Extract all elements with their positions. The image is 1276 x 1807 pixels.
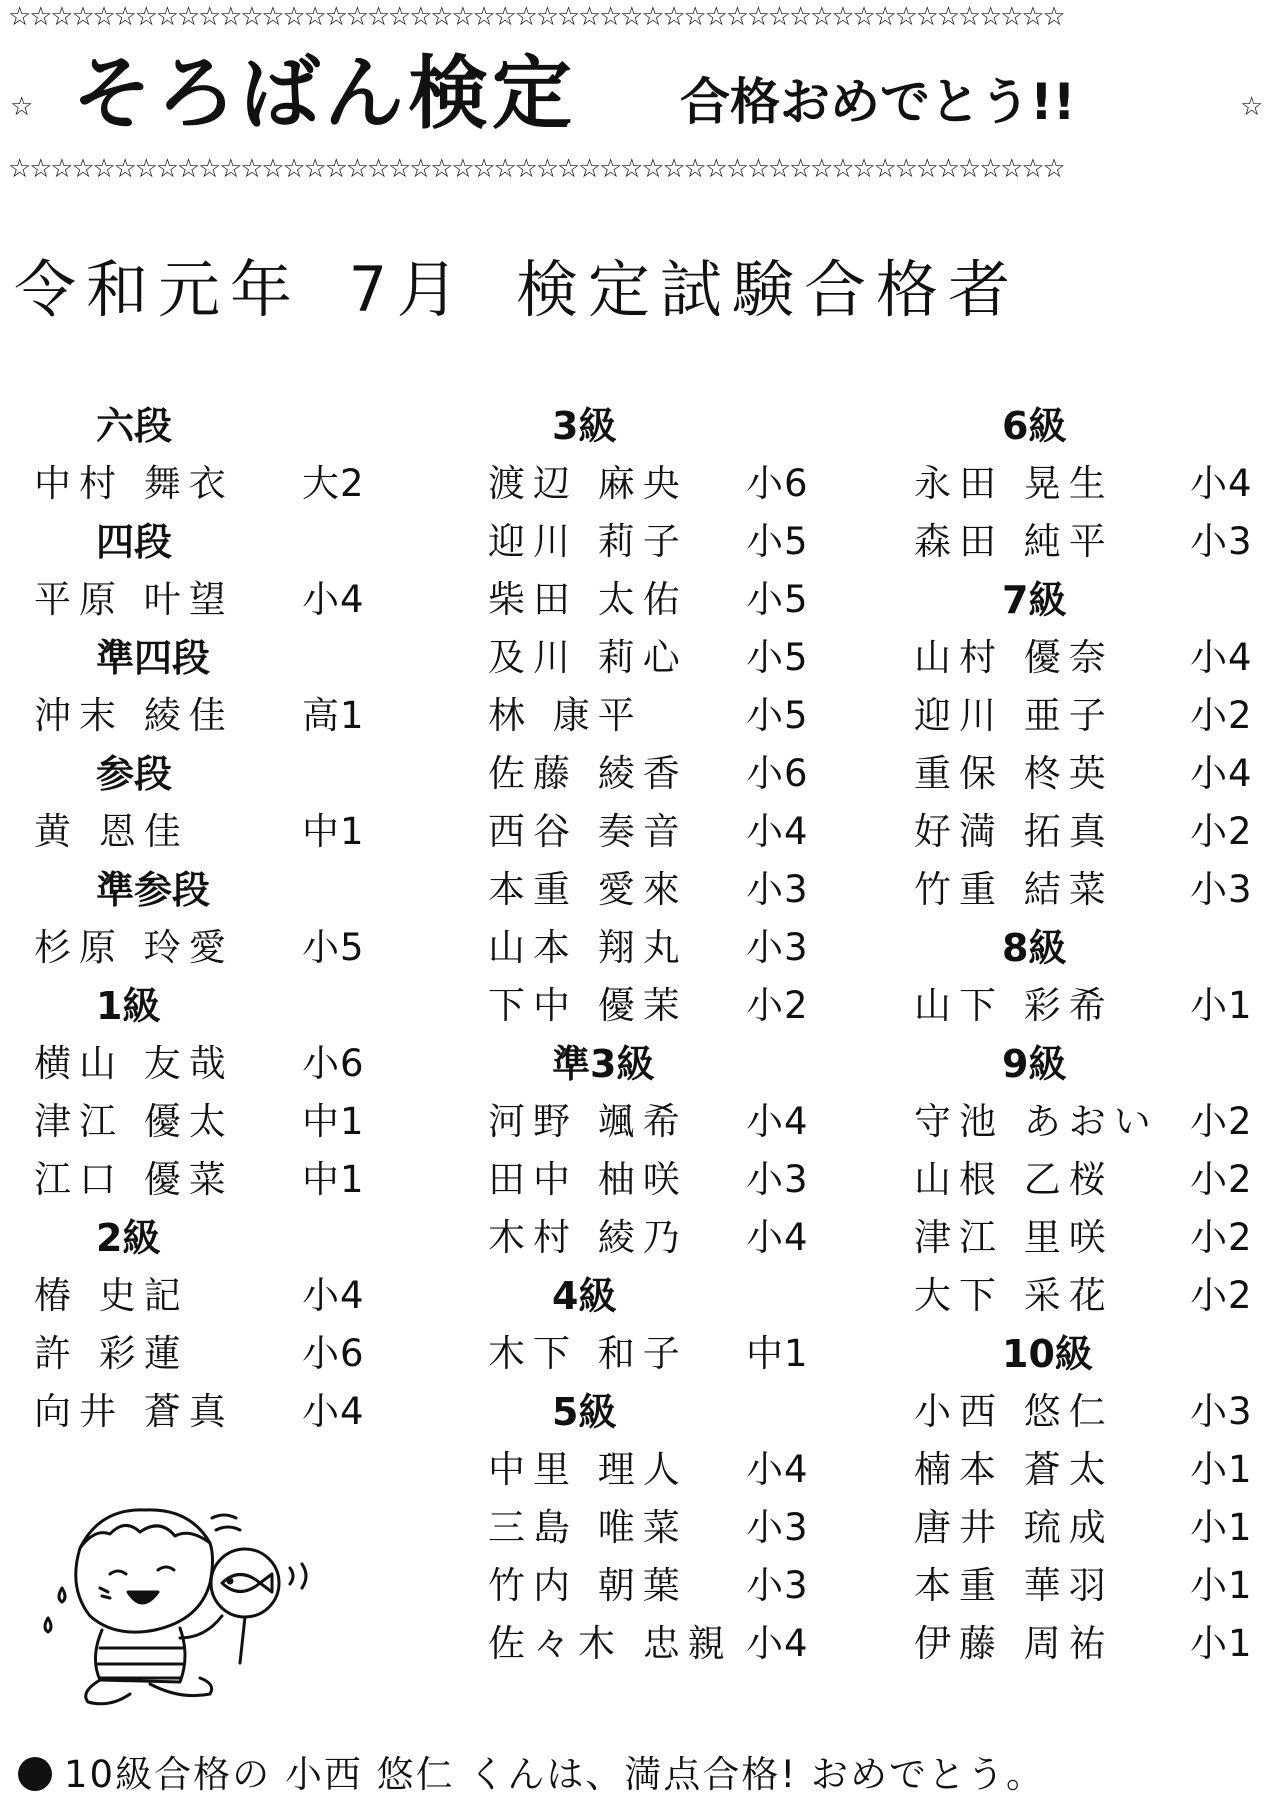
passer-name: 田中 柚咲: [488, 1158, 688, 1201]
passer-row: [488, 919, 818, 977]
passer-row: [488, 861, 818, 919]
passer-row: [488, 629, 818, 687]
passer-row: [914, 1093, 1264, 1151]
passer-name: 向井 蒼真: [34, 1390, 234, 1433]
page-heading: 令和元年 7月 検定試験合格者: [14, 253, 1020, 326]
side-star-left: ☆: [10, 92, 34, 122]
passer-name: 河野 颯希: [488, 1100, 688, 1143]
column-1: [34, 397, 374, 1441]
passer-name: 横山 友哉: [34, 1042, 234, 1085]
grade-heading: 1級: [96, 984, 161, 1028]
passer-row: [488, 1441, 818, 1499]
grade-heading: 参段: [96, 752, 173, 796]
grade-heading: 10級: [1002, 1332, 1093, 1376]
school-year: 小6: [746, 752, 809, 795]
passer-name: 本重 愛來: [488, 868, 688, 911]
passer-row: [488, 571, 818, 629]
passer-row: [914, 745, 1264, 803]
grade-heading: 8級: [1002, 926, 1067, 970]
passer-name: 竹重 結菜: [914, 868, 1114, 911]
passer-row: [914, 1209, 1264, 1267]
passer-row: [914, 1151, 1264, 1209]
grade-heading: 準参段: [96, 868, 211, 912]
passer-name: 中村 舞衣: [34, 462, 234, 505]
passer-name: 及川 莉心: [488, 636, 688, 679]
school-year: 小1: [1190, 1506, 1253, 1549]
passer-name: 津江 里咲: [914, 1216, 1114, 1259]
stars-bottom: ☆☆☆☆☆☆☆☆☆☆☆☆☆☆☆☆☆☆☆☆☆☆☆☆☆☆☆☆☆☆☆☆☆☆☆☆☆☆☆☆☆☆☆☆☆☆☆☆☆☆: [8, 154, 1064, 184]
passer-row: [914, 1383, 1264, 1441]
school-year: 小6: [302, 1332, 365, 1375]
school-year: 中1: [302, 1100, 365, 1143]
column-2: [488, 397, 818, 1673]
school-year: 小4: [1190, 752, 1253, 795]
passer-name: 下中 優茉: [488, 984, 688, 1027]
passer-name: 迎川 亜子: [914, 694, 1114, 737]
passer-name: 大下 采花: [914, 1274, 1114, 1317]
passer-row: [34, 571, 374, 629]
school-year: 小2: [746, 984, 809, 1027]
school-year: 中1: [302, 810, 365, 853]
passer-name: 佐藤 綾香: [488, 752, 688, 795]
passer-name: 本重 華羽: [914, 1564, 1114, 1607]
passer-name: 木下 和子: [488, 1332, 688, 1375]
passer-row: [914, 629, 1264, 687]
grade-heading: 2級: [96, 1216, 161, 1260]
grade-heading: 六段: [96, 404, 173, 448]
school-year: 小3: [746, 868, 809, 911]
passer-row: [488, 1557, 818, 1615]
school-year: 中1: [302, 1158, 365, 1201]
school-year: 小4: [746, 1448, 809, 1491]
passer-row: [914, 803, 1264, 861]
grade-heading: 5級: [552, 1390, 617, 1434]
bullet-icon: [18, 1757, 52, 1791]
passer-name: 中里 理人: [488, 1448, 688, 1491]
school-year: 小4: [746, 810, 809, 853]
school-year: 小5: [746, 636, 809, 679]
school-year: 小1: [1190, 1448, 1253, 1491]
passer-row: [914, 977, 1264, 1035]
passer-name: 許 彩蓮: [34, 1332, 189, 1375]
school-year: 小4: [1190, 636, 1253, 679]
passer-name: 沖末 綾佳: [34, 694, 234, 737]
passer-row: [34, 1093, 374, 1151]
school-year: 小2: [1190, 1100, 1253, 1143]
school-year: 小4: [746, 1216, 809, 1259]
school-year: 小5: [302, 926, 365, 969]
passer-row: [488, 1325, 818, 1383]
grade-heading: 6級: [1002, 404, 1067, 448]
passer-row: [914, 1267, 1264, 1325]
passer-row: [34, 687, 374, 745]
passer-name: 黄 恩佳: [34, 810, 189, 853]
school-year: 小3: [746, 1506, 809, 1549]
school-year: 小1: [1190, 1564, 1253, 1607]
passer-name: 守池 あおい: [914, 1100, 1159, 1143]
passer-row: [488, 1499, 818, 1557]
passer-row: [488, 1615, 818, 1673]
passer-row: [914, 1615, 1264, 1673]
passer-name: 唐井 琉成: [914, 1506, 1114, 1549]
grade-heading: 準四段: [96, 636, 211, 680]
passer-name: 永田 晃生: [914, 462, 1114, 505]
passer-row: [914, 861, 1264, 919]
school-year: 小3: [1190, 520, 1253, 563]
passer-name: 渡辺 麻央: [488, 462, 688, 505]
school-year: 高1: [302, 694, 365, 737]
passer-row: [914, 687, 1264, 745]
grade-heading: 四段: [96, 520, 173, 564]
passer-name: 椿 史記: [34, 1274, 189, 1317]
passer-name: 伊藤 周祐: [914, 1622, 1114, 1665]
passer-name: 三島 唯菜: [488, 1506, 688, 1549]
passer-row: [488, 513, 818, 571]
passer-row: [914, 1499, 1264, 1557]
school-year: 小4: [302, 578, 365, 621]
column-3: [914, 397, 1264, 1673]
passer-name: 山根 乙桜: [914, 1158, 1114, 1201]
school-year: 大2: [302, 462, 365, 505]
passer-name: 山下 彩希: [914, 984, 1114, 1027]
school-year: 小2: [1190, 810, 1253, 853]
school-year: 小2: [1190, 1274, 1253, 1317]
passer-name: 山本 翔丸: [488, 926, 688, 969]
child-with-fan-illustration: [40, 1488, 340, 1708]
grade-heading: 4級: [552, 1274, 617, 1318]
passer-name: 西谷 奏音: [488, 810, 688, 853]
grade-heading: 準3級: [552, 1042, 655, 1086]
passer-name: 佐々木 忠親: [488, 1622, 733, 1665]
passer-row: [488, 1151, 818, 1209]
school-year: 小1: [1190, 984, 1253, 1027]
school-year: 小3: [746, 926, 809, 969]
school-year: 小4: [746, 1100, 809, 1143]
passer-name: 森田 純平: [914, 520, 1114, 563]
school-year: 小6: [746, 462, 809, 505]
school-year: 小3: [746, 1564, 809, 1607]
passer-row: [488, 687, 818, 745]
passer-row: [34, 455, 374, 513]
passer-row: [34, 1325, 374, 1383]
school-year: 小4: [746, 1622, 809, 1665]
passer-name: 小西 悠仁: [914, 1390, 1114, 1433]
passer-row: [914, 1441, 1264, 1499]
school-year: 小4: [1190, 462, 1253, 505]
school-year: 小1: [1190, 1622, 1253, 1665]
banner-title: そろばん検定: [72, 47, 576, 140]
passer-name: 江口 優菜: [34, 1158, 234, 1201]
school-year: 小5: [746, 694, 809, 737]
passer-row: [488, 745, 818, 803]
passer-name: 木村 綾乃: [488, 1216, 688, 1259]
passer-name: 林 康平: [488, 694, 643, 737]
stars-top: ☆☆☆☆☆☆☆☆☆☆☆☆☆☆☆☆☆☆☆☆☆☆☆☆☆☆☆☆☆☆☆☆☆☆☆☆☆☆☆☆☆☆☆☆☆☆☆☆☆☆: [8, 2, 1064, 32]
passer-name: 好満 拓真: [914, 810, 1114, 853]
school-year: 小4: [302, 1274, 365, 1317]
passer-row: [34, 1035, 374, 1093]
school-year: 小2: [1190, 694, 1253, 737]
passer-name: 楠本 蒼太: [914, 1448, 1114, 1491]
school-year: 小3: [1190, 1390, 1253, 1433]
footer-note: [18, 1748, 1045, 1802]
passer-row: [488, 803, 818, 861]
footer-text: 10級合格の 小西 悠仁 くんは、満点合格! おめでとう。: [64, 1753, 1045, 1796]
passer-name: 杉原 玲愛: [34, 926, 234, 969]
school-year: 小2: [1190, 1158, 1253, 1201]
passer-name: 山村 優奈: [914, 636, 1114, 679]
school-year: 小6: [302, 1042, 365, 1085]
passer-row: [914, 455, 1264, 513]
passer-row: [34, 919, 374, 977]
passer-row: [914, 513, 1264, 571]
passer-name: 迎川 莉子: [488, 520, 688, 563]
passer-row: [34, 803, 374, 861]
passer-name: 重保 柊英: [914, 752, 1114, 795]
passer-name: 竹内 朝葉: [488, 1564, 688, 1607]
passer-row: [914, 1557, 1264, 1615]
side-star-right: ☆: [1240, 92, 1264, 122]
grade-heading: 3級: [552, 404, 617, 448]
grade-heading: 9級: [1002, 1042, 1067, 1086]
school-year: 小5: [746, 578, 809, 621]
school-year: 小3: [746, 1158, 809, 1201]
banner-subtitle: 合格おめでとう!!: [680, 73, 1076, 131]
school-year: 小2: [1190, 1216, 1253, 1259]
passer-row: [34, 1267, 374, 1325]
passer-name: 平原 叶望: [34, 578, 234, 621]
passer-row: [34, 1383, 374, 1441]
passer-row: [34, 1151, 374, 1209]
passer-row: [488, 977, 818, 1035]
grade-heading: 7級: [1002, 578, 1067, 622]
passer-row: [488, 1209, 818, 1267]
passer-name: 津江 優太: [34, 1100, 234, 1143]
school-year: 中1: [746, 1332, 809, 1375]
passer-row: [488, 1093, 818, 1151]
school-year: 小5: [746, 520, 809, 563]
school-year: 小3: [1190, 868, 1253, 911]
school-year: 小4: [302, 1390, 365, 1433]
passer-name: 柴田 太佑: [488, 578, 688, 621]
passer-row: [488, 455, 818, 513]
